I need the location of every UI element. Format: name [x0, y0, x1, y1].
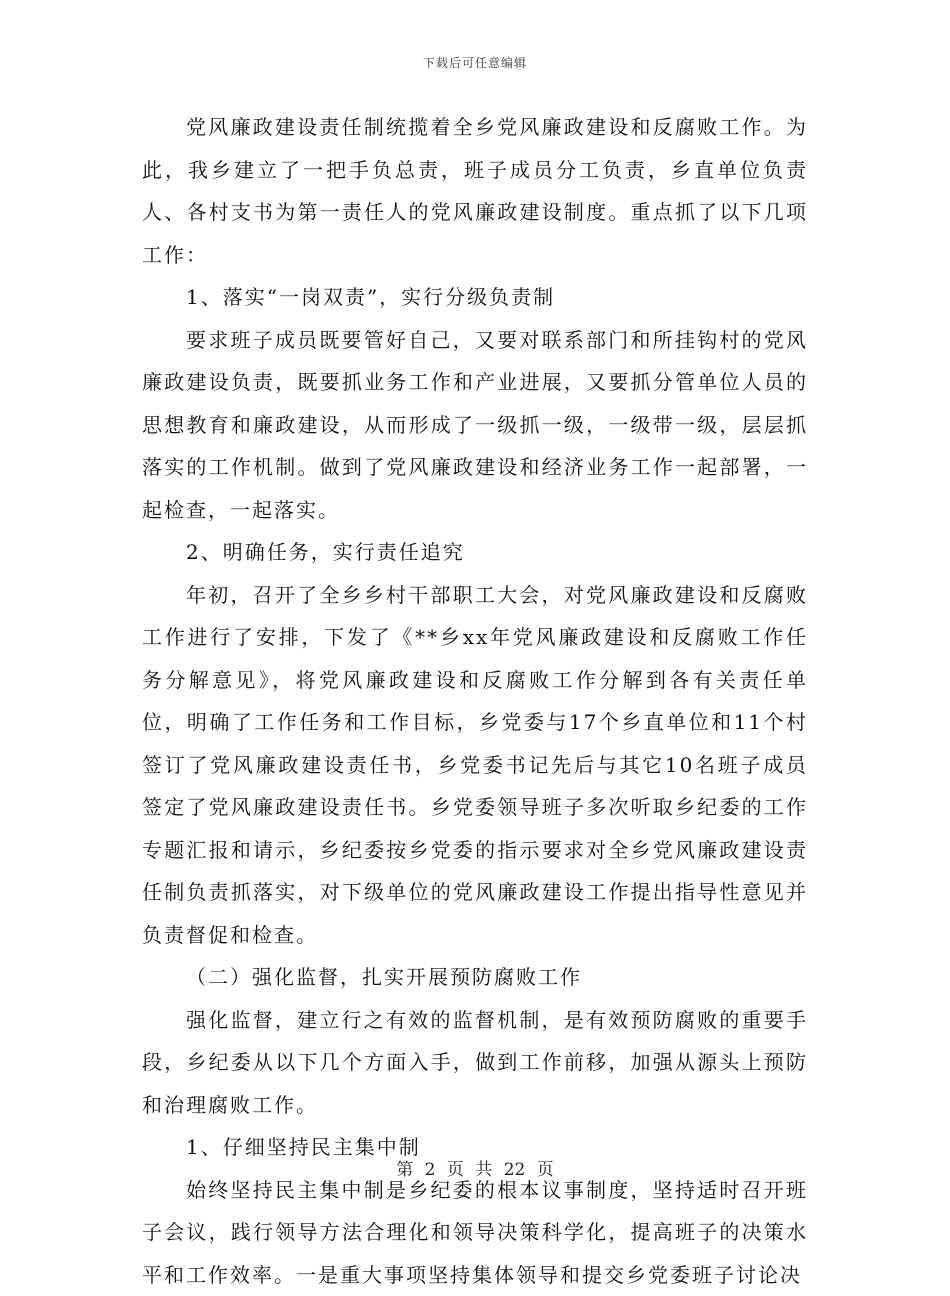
- paragraph-team-duties: 要求班子成员既要管好自己，又要对联系部门和所挂钩村的党风廉政建设负责，既要抓业务工作和产业进展，又要抓分管单位人员的思想教育和廉政建设，从而形成了一级抓一级，一级带一级，层层抓落实的工作机制。做到了党风廉政建设和经济业务工作一起部署，一起检查，一起落实。: [142, 319, 808, 532]
- section-heading-democratic-centralism: 1、仔细坚持民主集中制: [142, 1126, 808, 1169]
- section-heading-clarify-tasks: 2、明确任务，实行责任追究: [142, 531, 808, 574]
- section-heading-strengthen-supervision: （二）强化监督，扎实开展预防腐败工作: [142, 956, 808, 999]
- paragraph-annual-meeting: 年初，召开了全乡乡村干部职工大会，对党风廉政建设和反腐败工作进行了安排，下发了《**乡xx年党风廉政建设和反腐败工作任务分解意见》，将党风廉政建设和反腐败工作分解到各有关责任单位，明确了工作任务和工作目标，乡党委与17个乡直单位和11个村签订了党风廉政建设责任书，乡党委书记先后与其它10名班子成员签定了党风廉政建设责任书。乡党委领导班子多次听取乡纪委的工作专题汇报和请示，乡纪委按乡党委的指示要求对全乡党风廉政建设责任制负责抓落实，对下级单位的党风廉政建设工作提出指导性意见并负责督促和检查。: [142, 574, 808, 957]
- header-note: 下载后可任意编辑: [0, 54, 950, 71]
- page-number-footer: 第 2 页 共 22 页: [0, 1155, 950, 1180]
- paragraph-democratic-centralism: 始终坚持民主集中制是乡纪委的根本议事制度，坚持适时召开班子会议，践行领导方法合理化和领导决策科学化，提高班子的决策水平和工作效率。一是重大事项坚持集体领导和提交乡党委班子讨论决: [142, 1169, 808, 1296]
- paragraph-supervision: 强化监督，建立行之有效的监督机制，是有效预防腐败的重要手段，乡纪委从以下几个方面入手，做到工作前移，加强从源头上预防和治理腐败工作。: [142, 999, 808, 1127]
- section-heading-one-post-two-duties: 1、落实“一岗双责”，实行分级负责制: [142, 276, 808, 319]
- document-body: [142, 106, 808, 1296]
- paragraph-intro: 党风廉政建设责任制统揽着全乡党风廉政建设和反腐败工作。为此，我乡建立了一把手负总责，班子成员分工负责，乡直单位负责人、各村支书为第一责任人的党风廉政建设制度。重点抓了以下几项工作：: [142, 106, 808, 276]
